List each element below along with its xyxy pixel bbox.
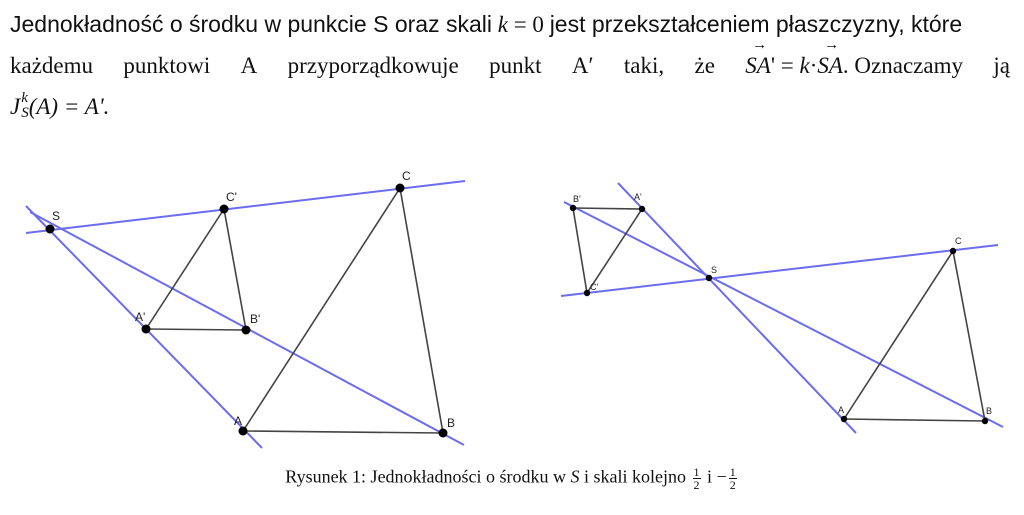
label-C: C bbox=[955, 236, 962, 246]
segment-C-B bbox=[953, 251, 985, 421]
numerator: 1 bbox=[729, 465, 736, 479]
point-C bbox=[396, 184, 405, 193]
numerator: 1 bbox=[693, 465, 700, 479]
label-C-prime: C' bbox=[590, 282, 599, 292]
word: . Oznaczamy bbox=[842, 53, 963, 78]
text: · bbox=[809, 53, 818, 78]
text: Jednokładność o środku w punkcie S oraz skali bbox=[10, 11, 492, 37]
point-B-prime bbox=[570, 205, 576, 211]
caption-text: Rysunek 1: Jednokładności o środku w bbox=[285, 466, 567, 487]
word: punkt bbox=[489, 53, 542, 78]
label-C: C bbox=[402, 169, 411, 183]
var-k: k bbox=[497, 12, 508, 37]
word: że bbox=[694, 53, 715, 78]
word: taki, bbox=[623, 53, 665, 78]
figure-caption bbox=[0, 466, 1024, 491]
word: punktowi bbox=[123, 53, 211, 78]
word: przyporządkowuje bbox=[287, 53, 459, 78]
denominator: 2 bbox=[729, 478, 736, 492]
point-A-prime bbox=[142, 325, 151, 334]
segment-Ap-Cp bbox=[587, 209, 642, 293]
formula-rest: (A) = A'. bbox=[28, 94, 110, 119]
point-A bbox=[841, 416, 847, 422]
label-B-prime: B' bbox=[250, 312, 261, 326]
caption-text: i skali kolejno bbox=[584, 466, 687, 487]
label-B: B bbox=[447, 416, 456, 430]
segment-Cp-Bp bbox=[224, 209, 246, 330]
figure-left bbox=[26, 169, 465, 448]
label-A-prime: A' bbox=[634, 192, 642, 202]
line-S-B bbox=[564, 202, 1003, 427]
word: każdemu bbox=[10, 53, 94, 78]
word: ją bbox=[993, 53, 1010, 78]
point-S bbox=[706, 275, 712, 281]
caption-text: i − bbox=[707, 466, 727, 487]
caption-S: S bbox=[570, 466, 580, 487]
line-S-C bbox=[561, 245, 998, 296]
label-C-prime: C' bbox=[226, 190, 237, 204]
segment-C-B bbox=[400, 188, 443, 433]
segment-Bp-Ap bbox=[573, 208, 642, 209]
label-B: B bbox=[986, 406, 993, 416]
point-S bbox=[46, 225, 55, 234]
label-A: A bbox=[234, 414, 243, 428]
text: ' = bbox=[770, 53, 794, 78]
label-A: A bbox=[838, 405, 845, 415]
superscript-k: k bbox=[21, 89, 28, 106]
vector-SA: → SA bbox=[817, 45, 843, 86]
fraction-one-half bbox=[693, 466, 701, 491]
fraction-one-half bbox=[729, 466, 737, 491]
figure-right bbox=[561, 183, 1003, 433]
segment-Bp-Cp bbox=[573, 208, 587, 293]
label-A-prime: A' bbox=[135, 310, 146, 324]
segment-Ap-Bp bbox=[146, 329, 246, 330]
var-k: k bbox=[799, 53, 810, 78]
point-B bbox=[982, 418, 988, 424]
word: A′ bbox=[571, 53, 594, 78]
point-A-prime bbox=[639, 206, 645, 212]
segment-A-B bbox=[243, 431, 443, 433]
point-C bbox=[950, 248, 956, 254]
point-B-prime bbox=[242, 326, 251, 335]
point-C-prime bbox=[220, 205, 229, 214]
segment-A-B bbox=[844, 419, 985, 421]
vector-SA-prime: → SA bbox=[745, 45, 771, 86]
text: = 0 bbox=[513, 12, 544, 37]
label-S: S bbox=[711, 265, 718, 275]
word: A bbox=[240, 53, 258, 78]
text: jest przekształceniem płaszczyzny, które bbox=[549, 11, 963, 37]
denominator: 2 bbox=[693, 478, 700, 492]
line-S-A bbox=[618, 183, 856, 433]
label-S: S bbox=[52, 209, 61, 223]
segment-C-A bbox=[243, 188, 400, 431]
homothety-symbol: J bbox=[10, 94, 21, 119]
subscript-S: S bbox=[21, 104, 29, 121]
label-B-prime: B' bbox=[573, 194, 581, 204]
